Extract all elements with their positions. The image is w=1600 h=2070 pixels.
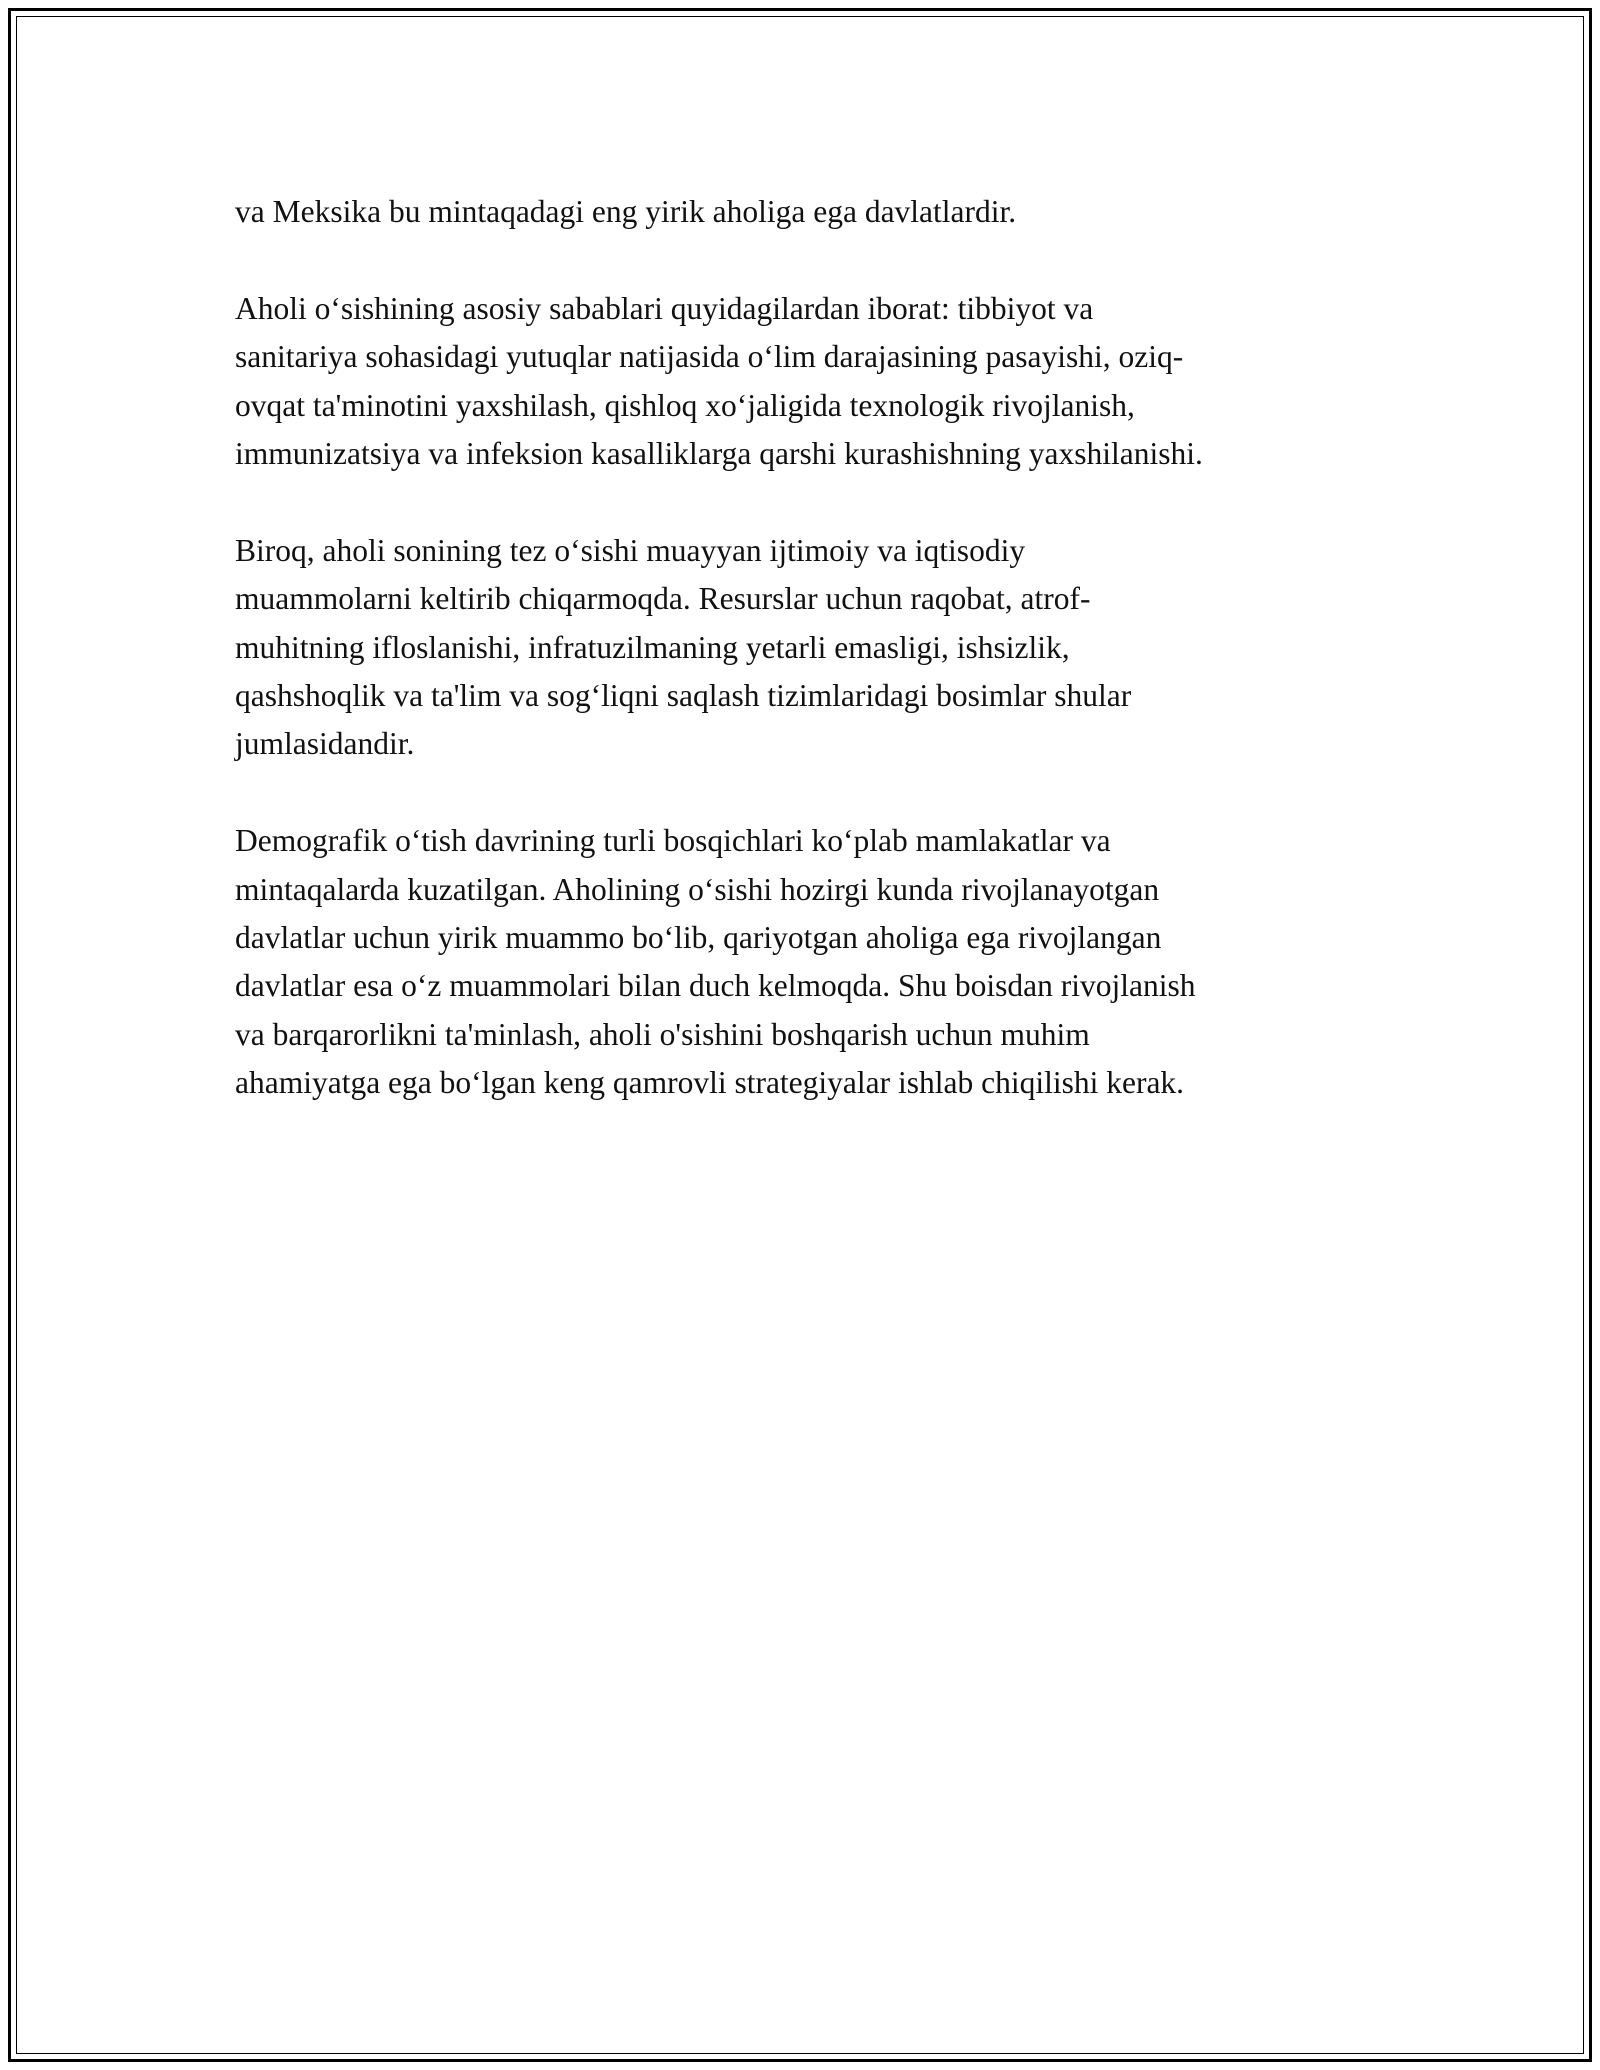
text-line: Demografik o‘tish davrining turli bosqichlari ko‘plab mamlakatlar va	[235, 823, 1111, 859]
text-line: davlatlar esa o‘z muammolari bilan duch kelmoqda. Shu boisdan rivojlanish	[235, 968, 1196, 1004]
paragraph-4	[235, 817, 1375, 1107]
text-line: muammolarni keltirib chiqarmoqda. Resurslar uchun raqobat, atrof-	[235, 581, 1091, 617]
text-line: davlatlar uchun yirik muammo bo‘lib, qariyotgan aholiga ega rivojlangan	[235, 920, 1162, 956]
text-line: ahamiyatga ega bo‘lgan keng qamrovli strategiyalar ishlab chiqilishi kerak.	[235, 1065, 1185, 1101]
text-line: Biroq, aholi sonining tez o‘sishi muayyan ijtimoiy va iqtisodiy	[235, 532, 1026, 568]
paragraph-3	[235, 527, 1375, 769]
text-line: sanitariya sohasidagi yutuqlar natijasida o‘lim darajasining pasayishi, oziq-	[235, 339, 1184, 375]
paragraph-2	[235, 285, 1375, 479]
text-line: muhitning ifloslanishi, infratuzilmaning yetarli emasligi, ishsizlik,	[235, 629, 1070, 665]
text-line: mintaqalarda kuzatilgan. Aholining o‘sishi hozirgi kunda rivojlanayotgan	[235, 871, 1160, 907]
text-line: qashshoqlik va ta'lim va sog‘liqni saqlash tizimlaridagi bosimlar shular	[235, 678, 1132, 714]
document-body	[235, 188, 1375, 1156]
text-line: ovqat ta'minotini yaxshilash, qishloq xo‘jaligida texnologik rivojlanish,	[235, 387, 1135, 423]
text-line: va barqarorlikni ta'minlash, aholi o'sishini boshqarish uchun muhim	[235, 1016, 1090, 1052]
text-line: va Meksika bu mintaqadagi eng yirik aholiga ega davlatlardir.	[235, 194, 1017, 229]
text-line: immunizatsiya va infeksion kasalliklarga qarshi kurashishning yaxshilanishi.	[235, 436, 1203, 472]
text-line: Aholi o‘sishining asosiy sabablari quyidagilardan iborat: tibbiyot va	[235, 290, 1094, 326]
text-line: jumlasidandir.	[235, 726, 415, 762]
paragraph-1	[235, 188, 1375, 236]
